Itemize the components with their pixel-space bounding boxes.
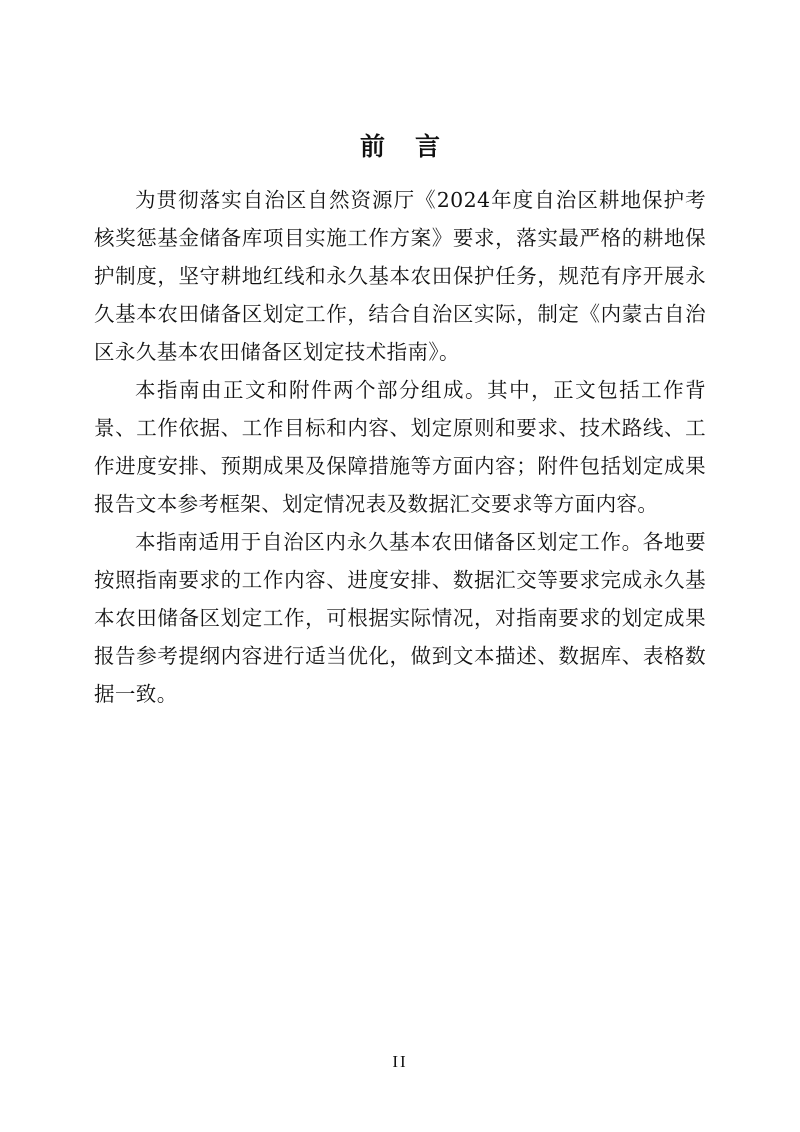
paragraph-intro: 为贯彻落实自治区自然资源厅《2024年度自治区耕地保护考核奖惩基金储备库项目实施工作方案》要求，落实最严格的耕地保护制度，坚守耕地红线和永久基本农田保护任务，规范有序开展永久基本农田储备区划定工作，结合自治区实际，制定《内蒙古自治区永久基本农田储备区划定技术指南》。 [94, 188, 706, 364]
paragraph-scope: 本指南适用于自治区内永久基本农田储备区划定工作。各地要按照指南要求的工作内容、进度安排、数据汇交等要求完成永久基本农田储备区划定工作，可根据实际情况，对指南要求的划定成果报告参考提纲内容进行适当优化，做到文本描述、数据库、表格数据一致。 [94, 530, 706, 706]
page-number: II [392, 1052, 408, 1071]
page-title: 前言 [359, 132, 470, 161]
paragraph-structure: 本指南由正文和附件两个部分组成。其中，正文包括工作背景、工作依据、工作目标和内容、划定原则和要求、技术路线、工作进度安排、预期成果及保障措施等方面内容；附件包括划定成果报告文本参考框架、划定情况表及数据汇交要求等方面内容。 [94, 378, 706, 516]
body-text [94, 181, 706, 713]
